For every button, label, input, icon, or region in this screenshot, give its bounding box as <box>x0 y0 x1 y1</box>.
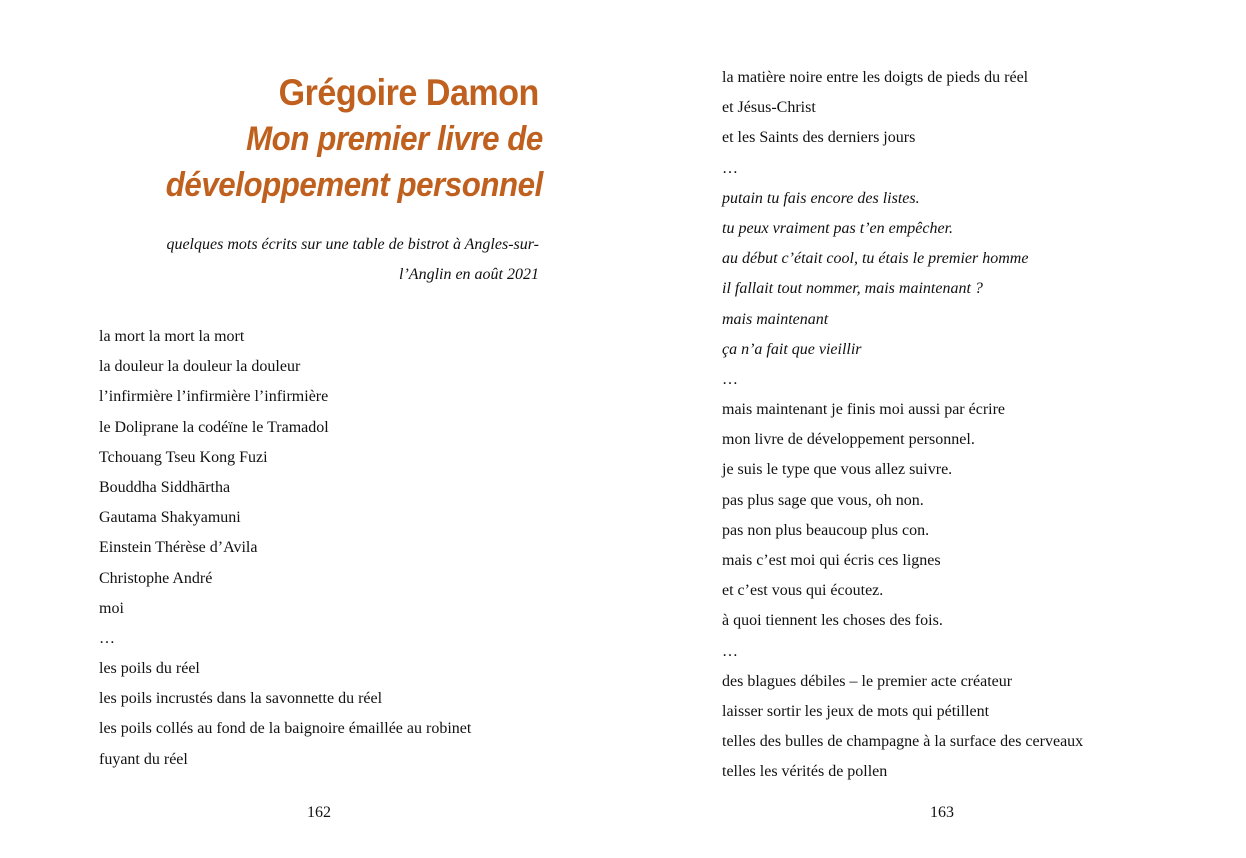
poem-line: putain tu fais encore des listes. <box>722 189 920 207</box>
poem-line: mais c’est moi qui écris ces lignes <box>722 552 941 569</box>
page-number-left: 162 <box>307 804 331 821</box>
poem-line: … <box>99 629 115 647</box>
poem-line: mais maintenant <box>722 310 829 328</box>
poem-line: et Jésus-Christ <box>722 99 816 117</box>
poem-line: laisser sortir les jeux de mots qui pétillent <box>722 702 990 720</box>
poem-line: … <box>722 642 738 660</box>
poem-line: ça n’a fait que vieillir <box>722 340 862 358</box>
poem-line: Bouddha Siddhārtha <box>99 478 231 496</box>
poem-line: … <box>722 370 738 388</box>
subtitle <box>166 230 539 290</box>
poem-line: et les Saints des derniers jours <box>722 129 916 147</box>
poem-right <box>722 63 1083 788</box>
poem-line: Einstein Thérèse d’Avila <box>99 539 258 557</box>
poem-line: à quoi tiennent les choses des fois. <box>722 612 943 630</box>
poem-line: la douleur la douleur la douleur <box>99 358 301 376</box>
poem-line: mais maintenant je finis moi aussi par écrire <box>722 401 1006 419</box>
poem-line: Tchouang Tseu Kong Fuzi <box>99 448 268 466</box>
poem-line: pas plus sage que vous, oh non. <box>722 491 924 509</box>
poem-line: je suis le type que vous allez suivre. <box>722 461 953 479</box>
poem-line: le Doliprane la codéïne le Tramadol <box>99 418 329 436</box>
subtitle-line-1: quelques mots écrits sur une table de bistrot à Angles-sur- <box>166 236 539 253</box>
subtitle-line-2: l’Anglin en août 2021 <box>399 266 539 283</box>
poem-line: telles des bulles de champagne à la surface des cerveaux <box>722 733 1084 751</box>
poem-line: les poils collés au fond de la baignoire émaillée au robinet <box>99 720 472 738</box>
poem-line: l’infirmière l’infirmière l’infirmière <box>99 388 329 406</box>
page-number-right: 163 <box>930 804 954 821</box>
right-page <box>623 0 1246 858</box>
poem-line: telles les vérités de pollen <box>722 763 888 781</box>
poem-line: des blagues débiles – le premier acte créateur <box>722 672 1013 690</box>
poem-line: et c’est vous qui écoutez. <box>722 582 884 600</box>
book-title <box>166 116 543 208</box>
poem-line: la matière noire entre les doigts de pieds du réel <box>722 69 1029 86</box>
poem-line: il fallait tout nommer, mais maintenant ? <box>722 280 983 298</box>
book-title-line-1: Mon premier livre de <box>246 120 543 158</box>
poem-line: les poils du réel <box>99 660 200 678</box>
author-name: Grégoire Damon <box>278 72 539 113</box>
poem-line: la mort la mort la mort <box>99 328 245 345</box>
poem-line: Gautama Shakyamuni <box>99 509 241 527</box>
book-title-line-2: développement personnel <box>165 166 543 204</box>
poem-line: les poils incrustés dans la savonnette du réel <box>99 690 383 708</box>
poem-left <box>99 322 471 775</box>
poem-line: mon livre de développement personnel. <box>722 431 975 449</box>
poem-line: Christophe André <box>99 569 213 587</box>
poem-line: pas non plus beaucoup plus con. <box>722 521 930 539</box>
poem-line: … <box>722 159 738 177</box>
poem-line: tu peux vraiment pas t’en empêcher. <box>722 219 954 237</box>
poem-line: moi <box>99 599 124 617</box>
poem-line: fuyant du réel <box>99 750 188 768</box>
poem-line: au début c’était cool, tu étais le premier homme <box>722 250 1029 268</box>
